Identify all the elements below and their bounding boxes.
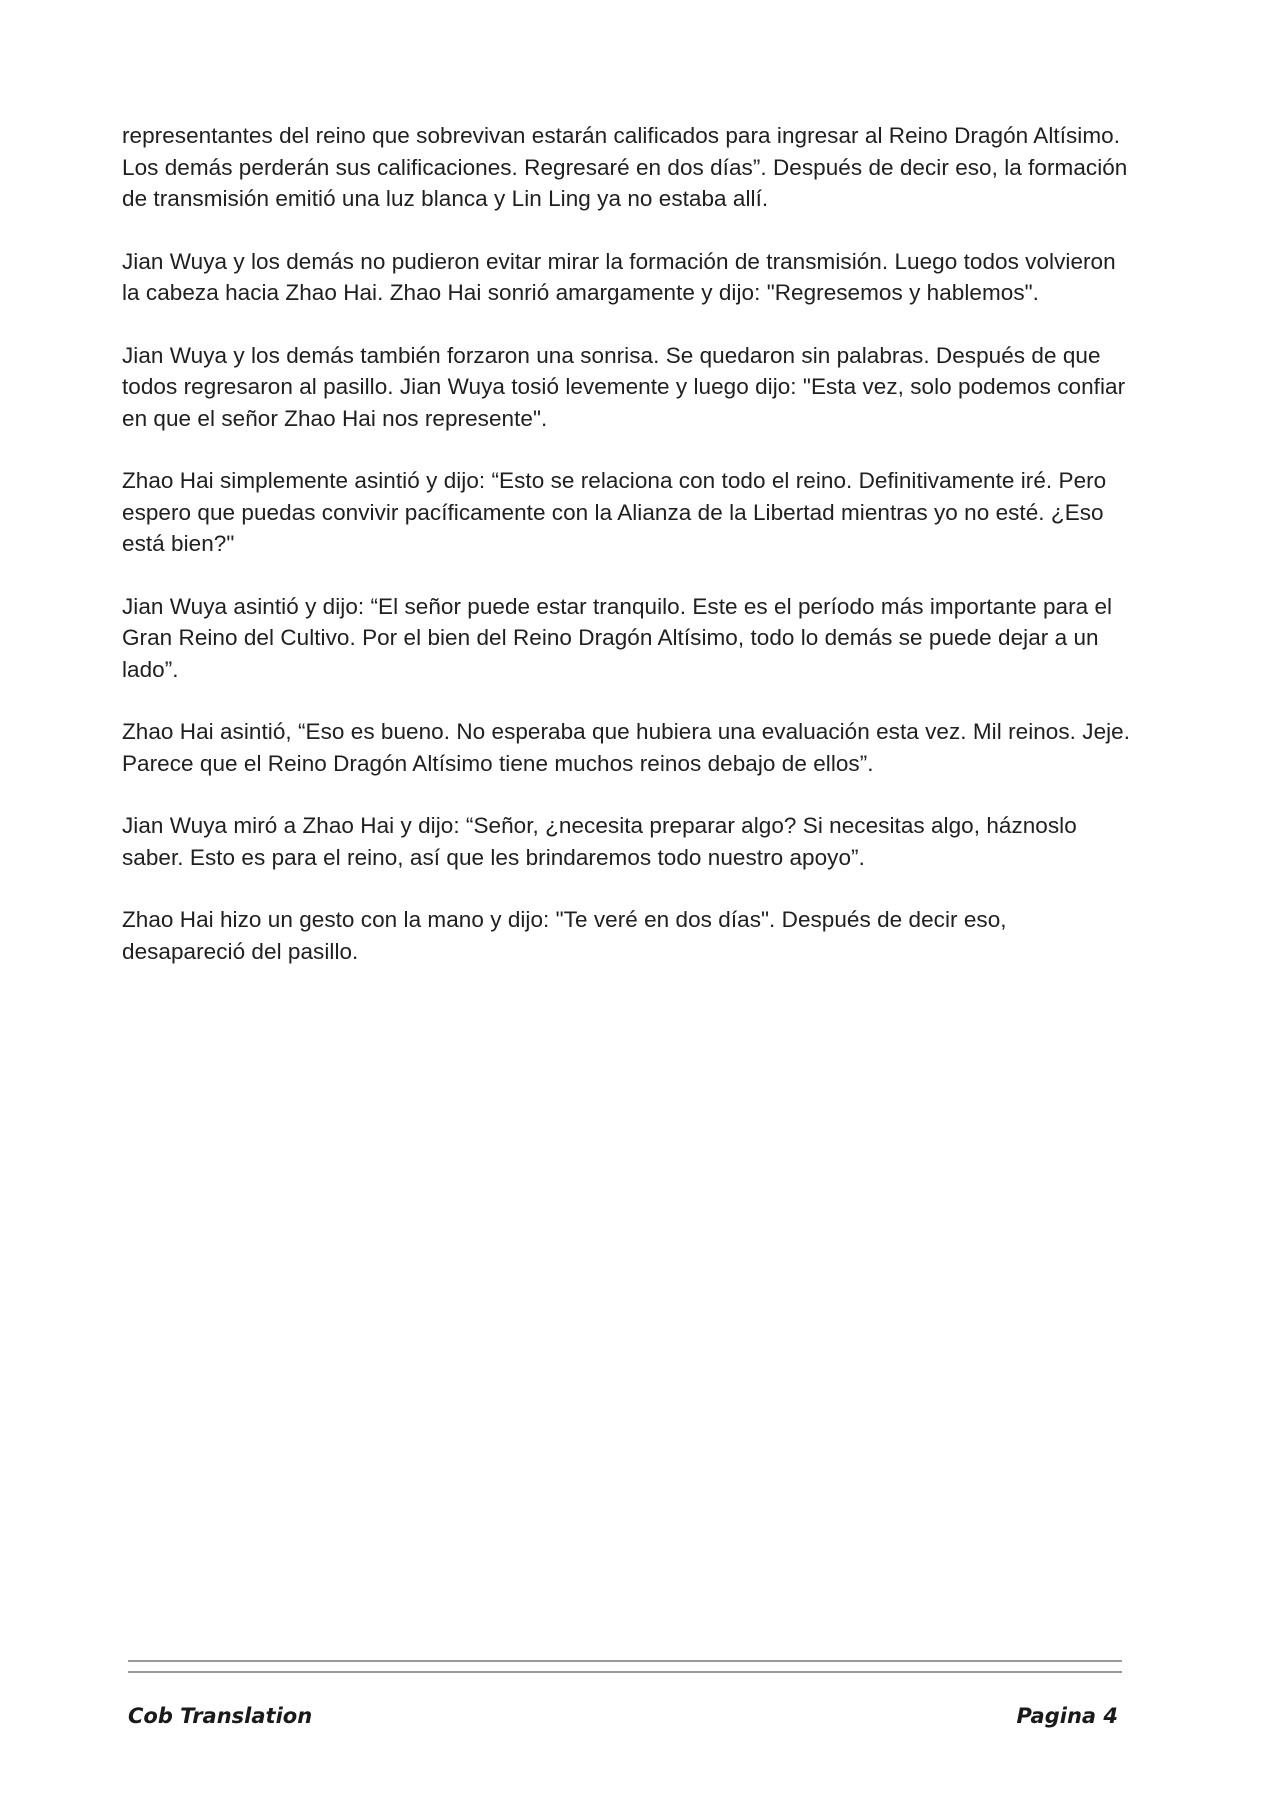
footer-divider-bottom <box>128 1671 1122 1673</box>
paragraph: Zhao Hai asintió, “Eso es bueno. No esperaba que hubiera una evaluación esta vez. Mil reinos. Jeje. Parece que el Reino Dragón Altísimo tiene muchos reinos debajo de ellos”. <box>122 719 1131 776</box>
paragraph: Jian Wuya y los demás también forzaron una sonrisa. Se quedaron sin palabras. Después de que todos regresaron al pasillo. Jian Wuya tosió levemente y luego dijo: "Esta vez, solo podemos confiar en que el señor Zhao Hai nos represente". <box>122 342 1126 431</box>
paragraph: representantes del reino que sobrevivan estarán calificados para ingresar al Reino Dragón Altísimo. Los demás perderán sus calificaciones. Regresaré en dos días”. Después de decir eso, la formación de transmisión emitió una luz blanca y Lin Ling ya no estaba allí. <box>122 123 1128 211</box>
paragraph: Jian Wuya asintió y dijo: “El señor puede estar tranquilo. Este es el período más importante para el Gran Reino del Cultivo. Por el bien del Reino Dragón Altísimo, todo lo demás se puede dejar a un lado”. <box>122 593 1113 682</box>
paragraph: Jian Wuya miró a Zhao Hai y dijo: “Señor, ¿necesita preparar algo? Si necesitas algo, háznoslo saber. Esto es para el reino, así que les brindaremos todo nuestro apoyo”. <box>122 813 1077 870</box>
footer-publisher: Cob Translation <box>128 1704 313 1728</box>
footer-page-number: Pagina 4 <box>1016 1704 1118 1728</box>
paragraph: Zhao Hai simplemente asintió y dijo: “Esto se relaciona con todo el reino. Definitivamente iré. Pero espero que puedas convivir pacíficamente con la Alianza de la Libertad mientras yo no esté. ¿Eso está bien?" <box>122 468 1107 556</box>
body-text <box>122 120 1132 998</box>
footer-divider-top <box>128 1660 1122 1662</box>
paragraph: Jian Wuya y los demás no pudieron evitar mirar la formación de transmisión. Luego todos volvieron la cabeza hacia Zhao Hai. Zhao Hai sonrió amargamente y dijo: "Regresemos y hablemos". <box>122 248 1116 305</box>
paragraph: Zhao Hai hizo un gesto con la mano y dijo: "Te veré en dos días". Después de decir eso, desapareció del pasillo. <box>122 907 1007 964</box>
